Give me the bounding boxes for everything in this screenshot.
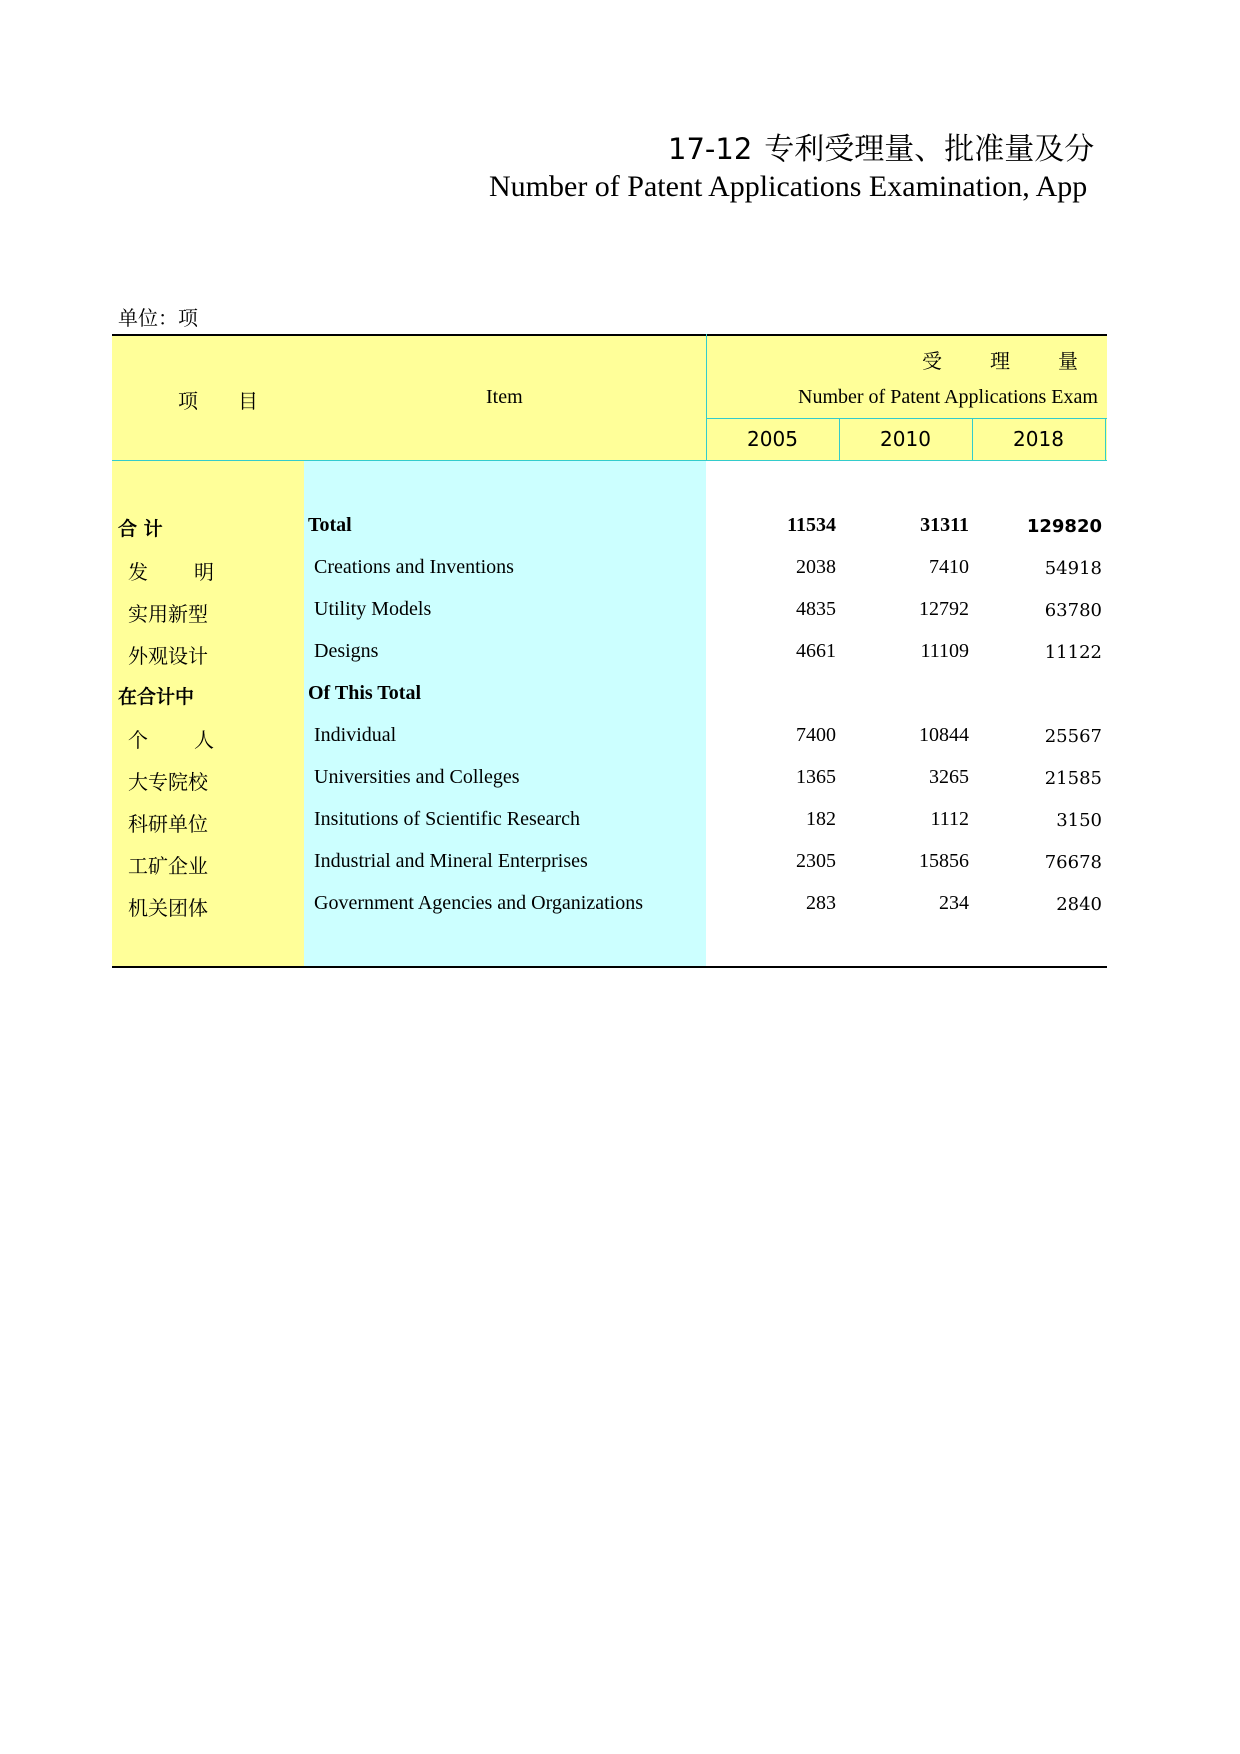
value-2010: 234: [939, 892, 969, 914]
table-row: [0, 842, 1107, 884]
table-row: [0, 674, 1107, 716]
table-row: [0, 800, 1107, 842]
table-row: [0, 758, 1107, 800]
unit-label: 单位：项: [118, 308, 198, 330]
year-header: 2018: [1013, 427, 1064, 451]
title-zh-text: 专利受理量、批准量及分: [764, 133, 1095, 166]
row-label-en: Total: [308, 514, 352, 536]
table-title-en: Number of Patent Applications Examination, App: [489, 170, 1088, 203]
header-accepted-en: Number of Patent Applications Exam: [798, 386, 1098, 408]
row-label-en: Government Agencies and Organizations: [314, 892, 643, 914]
value-2005: 2038: [796, 556, 836, 578]
year-row-top-line: [706, 418, 1107, 419]
header-item-en: Item: [486, 386, 523, 408]
value-2010: 7410: [929, 556, 969, 578]
value-2018: 63780: [1044, 600, 1102, 621]
row-label-zh: 工矿企业: [128, 856, 208, 878]
value-2010: 10844: [919, 724, 969, 746]
value-2018: 129820: [1026, 516, 1102, 537]
row-label-zh: 发 明: [128, 562, 216, 584]
value-2018: 54918: [1044, 558, 1102, 579]
row-label-zh: 机关团体: [128, 898, 208, 920]
table-number: 17-12: [668, 132, 753, 166]
value-2010: 31311: [920, 514, 969, 536]
row-label-en: Industrial and Mineral Enterprises: [314, 850, 588, 872]
row-label-zh: 大专院校: [128, 772, 208, 794]
header-bottom-line: [112, 460, 1107, 461]
year-divider: [1105, 418, 1106, 461]
row-label-en: Creations and Inventions: [314, 556, 514, 578]
header-item-zh: 项 目: [178, 391, 268, 413]
value-2018: 21585: [1044, 768, 1102, 789]
value-2005: 283: [806, 892, 836, 914]
row-label-en: Utility Models: [314, 598, 432, 620]
year-header: 2010: [880, 427, 931, 451]
value-2018: 76678: [1044, 852, 1102, 873]
row-label-en: Designs: [314, 640, 379, 662]
header-accepted-zh: 受 理 量: [922, 351, 1092, 373]
value-2005: 182: [806, 808, 836, 830]
table-row: [0, 548, 1107, 590]
year-header: 2005: [747, 427, 798, 451]
value-2010: 15856: [919, 850, 969, 872]
row-label-zh: 在合计中: [118, 686, 195, 708]
row-label-zh: 科研单位: [128, 814, 208, 836]
value-2005: 2305: [796, 850, 836, 872]
value-2010: 1112: [930, 808, 969, 830]
value-2005: 1365: [796, 766, 836, 788]
value-2005: 4835: [796, 598, 836, 620]
value-2010: 3265: [929, 766, 969, 788]
row-label-en: Individual: [314, 724, 397, 746]
table-row: [0, 590, 1107, 632]
table-row: [0, 632, 1107, 674]
row-label-zh: 外观设计: [128, 646, 208, 668]
row-label-en: Insitutions of Scientific Research: [314, 808, 581, 830]
table-row: [0, 884, 1107, 926]
row-label-zh: 实用新型: [128, 604, 208, 626]
value-2010: 11109: [920, 640, 969, 662]
value-2018: 11122: [1044, 642, 1102, 663]
value-2005: 11534: [787, 514, 836, 536]
top-rule: [112, 334, 1107, 336]
value-2018: 2840: [1056, 894, 1102, 915]
value-2018: 3150: [1056, 810, 1102, 831]
bottom-rule: [112, 966, 1107, 968]
row-label-zh: 合 计: [118, 518, 163, 540]
table-row: [0, 506, 1107, 548]
value-2010: 12792: [919, 598, 969, 620]
row-label-en: Universities and Colleges: [314, 766, 520, 788]
value-2018: 25567: [1044, 726, 1102, 747]
table-row: [0, 716, 1107, 758]
value-2005: 7400: [796, 724, 836, 746]
value-2005: 4661: [796, 640, 836, 662]
row-label-zh: 个 人: [128, 730, 216, 752]
row-label-en: Of This Total: [308, 682, 422, 704]
